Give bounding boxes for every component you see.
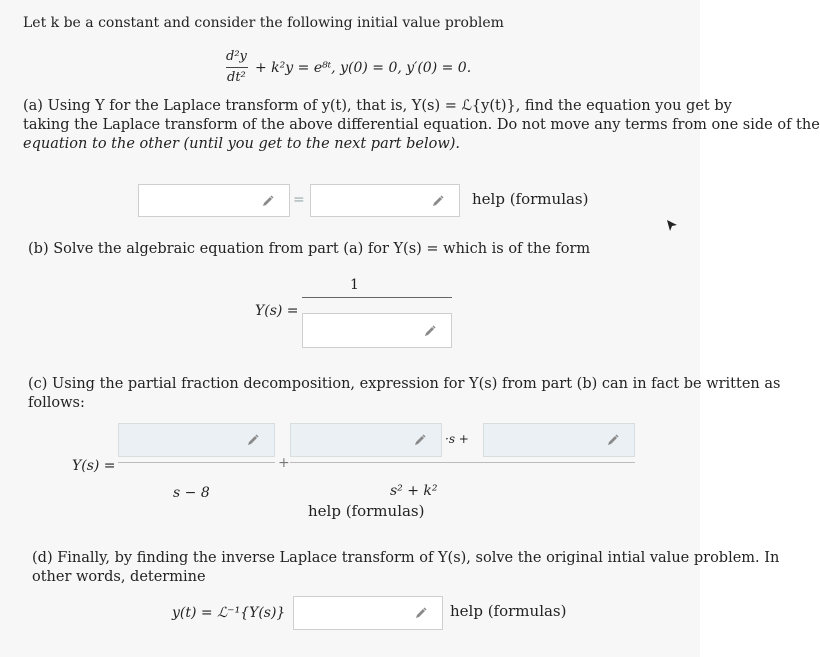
mouse-cursor-icon (666, 219, 678, 233)
part-a-line1: (a) Using Y for the Laplace transform of y(t), that is, Y(s) = ℒ{y(t)}, find the equation you get by (23, 98, 732, 114)
part-a-rhs-input[interactable] (310, 184, 460, 217)
intro-text: Let k be a constant and consider the following initial value problem (23, 15, 504, 31)
part-d-help-link[interactable]: help (formulas) (450, 602, 567, 620)
part-d-line1: (d) Finally, by finding the inverse Laplace transform of Y(s), solve the original intial value problem. In (32, 550, 780, 566)
ode-fraction-bar (226, 67, 248, 68)
part-c-line1: (c) Using the partial fraction decomposition, expression for Y(s) from part (b) can in fact be written as (28, 376, 781, 392)
ode-denominator: dt² (227, 70, 246, 85)
pencil-icon (246, 433, 260, 447)
part-a-line2: taking the Laplace transform of the above differential equation. Do not move any terms from one side of the (23, 117, 820, 133)
part-b-lhs: Y(s) = (255, 303, 299, 319)
ode-rest: + k²y = e⁸ᵗ, y(0) = 0, y′(0) = 0. (255, 60, 472, 76)
part-c-denominator1: s − 8 (173, 485, 210, 501)
part-c-line2: follows: (28, 395, 85, 411)
part-a-equals: = (293, 192, 305, 208)
part-c-help-link[interactable]: help (formulas) (308, 502, 425, 520)
part-a-line3: equation to the other (until you get to the next part below). (23, 136, 460, 152)
pencil-icon (431, 194, 445, 208)
part-a-lhs-input[interactable] (138, 184, 290, 217)
part-c-fraction-bar-1 (118, 462, 275, 463)
part-b-numerator: 1 (350, 277, 359, 293)
part-b-text: (b) Solve the algebraic equation from part (a) for Y(s) = which is of the form (28, 241, 591, 257)
part-c-times-s-plus: ·s + (445, 432, 469, 446)
part-a-help-link[interactable]: help (formulas) (472, 190, 589, 208)
part-c-fraction-bar-2 (290, 462, 635, 463)
part-c-numerator2-coefficient-input[interactable] (290, 423, 442, 457)
part-c-denominator2: s² + k² (390, 483, 438, 499)
part-d-lhs: y(t) = ℒ⁻¹{Y(s)} (172, 605, 286, 621)
part-c-plus: + (278, 455, 290, 471)
pencil-icon (413, 433, 427, 447)
pencil-icon (606, 433, 620, 447)
pencil-icon (261, 194, 275, 208)
part-b-fraction-bar (302, 297, 452, 298)
part-c-numerator2-constant-input[interactable] (483, 423, 635, 457)
part-b-denominator-input[interactable] (302, 313, 452, 348)
pencil-icon (423, 324, 437, 338)
part-c-numerator1-input[interactable] (118, 423, 275, 457)
part-d-line2: other words, determine (32, 569, 206, 585)
pencil-icon (414, 606, 428, 620)
part-c-lhs: Y(s) = (72, 458, 116, 474)
part-d-answer-input[interactable] (293, 596, 443, 630)
ode-numerator: d²y (226, 49, 247, 64)
